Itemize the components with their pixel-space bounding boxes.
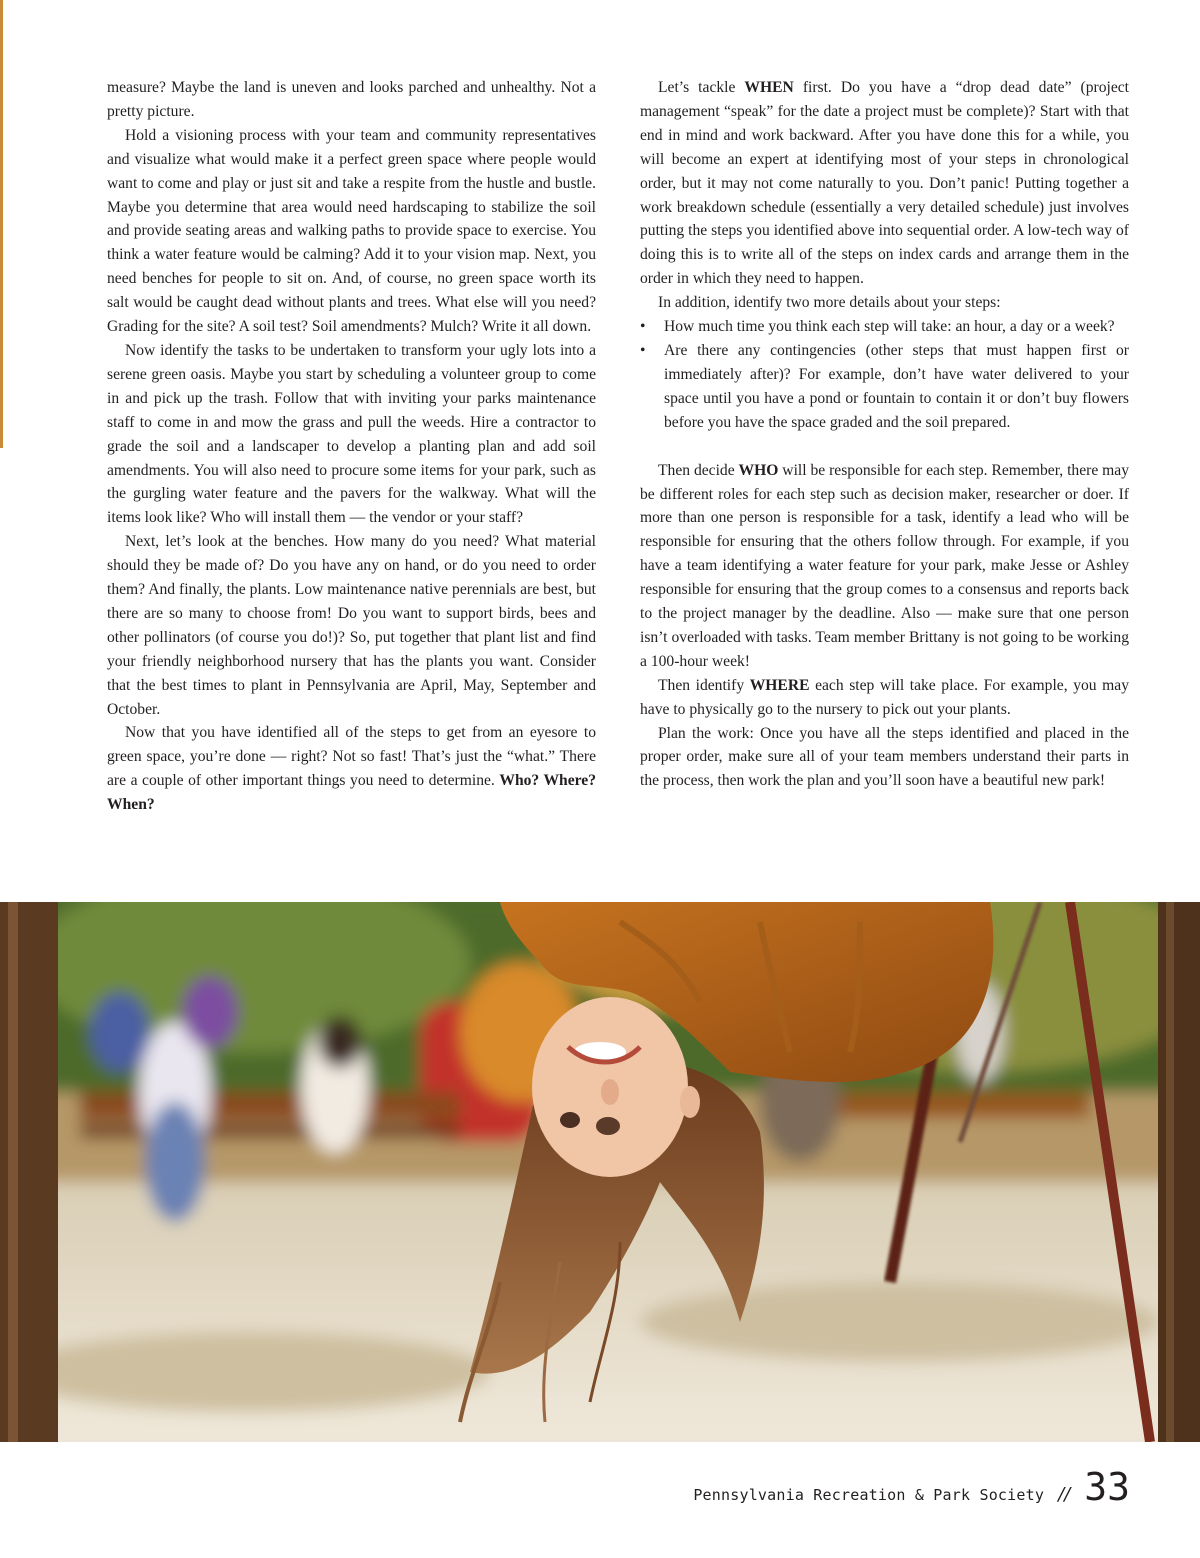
- body-paragraph: [107, 721, 596, 817]
- body-paragraph: [640, 459, 1129, 674]
- body-paragraph: Next, let’s look at the benches. How many do you need? What material should they be made of? Do you have any on hand, or do you need to order them? And finally, the plants. Low maintenance native perennials are best, but there are so many to choose from! Do you want to support birds, bees and other pollinators (of course you do!)? So, put together that plant list and find your friendly neighborhood nursery that has the plants you want. Consider that the best times to plant in Pennsylvania are April, May, September and October.: [107, 533, 596, 718]
- organization-name: Pennsylvania Recreation & Park Society: [693, 1486, 1045, 1504]
- bullet-marker: •: [640, 341, 646, 359]
- bold-questions: Who? Where? When?: [107, 772, 596, 814]
- right-column: [640, 76, 1129, 793]
- paragraph-text: Then identify: [658, 676, 750, 694]
- body-paragraph: Hold a visioning process with your team and community representatives and visualize what would make it a perfect green space where people would want to come and play or just sit and take a respite from the hustle and bustle. Maybe you determine that area would need hardscaping to stabilize the soil and provide seating areas and walking paths to provide space to exercise. You think a water feature would be calming? Add it to your vision map. Next, you need benches for people to sit on. And, of course, no green space worth its salt would be caught dead without plants and trees. What else will you need? Grading for the site? A soil test? Soil amendments? Mulch? Write it all down.: [107, 126, 596, 336]
- paragraph-text: first. Do you have a “drop dead date” (project management “speak” for the date a project must be complete)? Start with that end in mind and work backward. After you have done this for a while, you will become an expert at identifying most of your steps in chronological order, but it may not come naturally to you. Don’t panic! Putting together a work breakdown schedule (essentially a very detailed schedule) just involves putting the steps you identified above into sequential order. A low-tech way of doing this is to write all of the steps on index cards and arrange them in the order in which they need to happen.: [640, 79, 1130, 288]
- body-paragraph: [640, 674, 1129, 722]
- paragraph-text: will be responsible for each step. Remember, there may be different roles for each step such as decision maker, researcher or doer. If more than one person is responsible for a task, identify a lead who will be responsible for ensuring that the others follow through. For example, if you have a team identifying a water feature for your park, make Jesse or Ashley responsible for ensuring that the group comes to a consensus and reports back to the project manager by the deadline. Also — make sure that one person isn’t overloaded with tasks. Team member Brittany is not going to be working a 100-hour week!: [640, 461, 1129, 670]
- left-column: [107, 76, 596, 817]
- bullet-marker: •: [640, 318, 646, 336]
- page-footer: [693, 1465, 1130, 1509]
- playground-photo: [0, 902, 1200, 1442]
- footer-separator: //: [1058, 1484, 1071, 1505]
- bullet-list: [640, 315, 1129, 435]
- page-number: 33: [1084, 1465, 1130, 1509]
- list-item: [640, 339, 1129, 435]
- paragraph-text: Then decide: [658, 461, 739, 479]
- body-paragraph: Now identify the tasks to be undertaken to transform your ugly lots into a serene green oasis. Maybe you start by scheduling a volunteer group to come in and pick up the trash. Follow that with inviting your parks maintenance staff to come in and mow the grass and pull the weeds. Hire a contractor to grade the soil and a landscaper to develop a planting plan and add soil amendments. You will also need to procure some items for your park, such as the gurgling water feature and the pavers for the walkway. What will the items look like? Who will install them — the vendor or your staff?: [107, 341, 596, 527]
- body-paragraph: [640, 76, 1129, 291]
- bold-keyword-when: WHEN: [744, 79, 794, 96]
- body-paragraph: Plan the work: Once you have all the steps identified and placed in the proper order, make sure all of your team members understand their parts in the process, then work the plan and you’ll soon have a beautiful new park!: [640, 724, 1129, 790]
- body-paragraph: In addition, identify two more details about your steps:: [658, 294, 1001, 312]
- list-item: [640, 315, 1129, 339]
- photo-illustration: [0, 902, 1200, 1442]
- list-item-text: Are there any contingencies (other steps that must happen first or immediately after)? For example, don’t have water delivered to your space until you have a pond or fountain to contain it or don’t buy flowers before you have the space graded and the soil prepared.: [664, 341, 1129, 431]
- paragraph-text: Let’s tackle: [658, 79, 745, 96]
- paragraph-text: each step will take place. For example, you may have to physically go to the nursery to pick out your plants.: [640, 676, 1130, 718]
- edge-accent-rule: [0, 0, 3, 448]
- list-item-text: How much time you think each step will take: an hour, a day or a week?: [664, 318, 1115, 336]
- bold-keyword-who: WHO: [738, 461, 779, 479]
- bold-keyword-where: WHERE: [749, 676, 810, 694]
- body-paragraph: measure? Maybe the land is uneven and looks parched and unhealthy. Not a pretty picture.: [107, 79, 596, 120]
- paragraph-text: Now that you have identified all of the steps to get from an eyesore to green space, you’re done — right? Not so fast! That’s just the “what.” There are a couple of other important things you need to determine.: [107, 724, 596, 790]
